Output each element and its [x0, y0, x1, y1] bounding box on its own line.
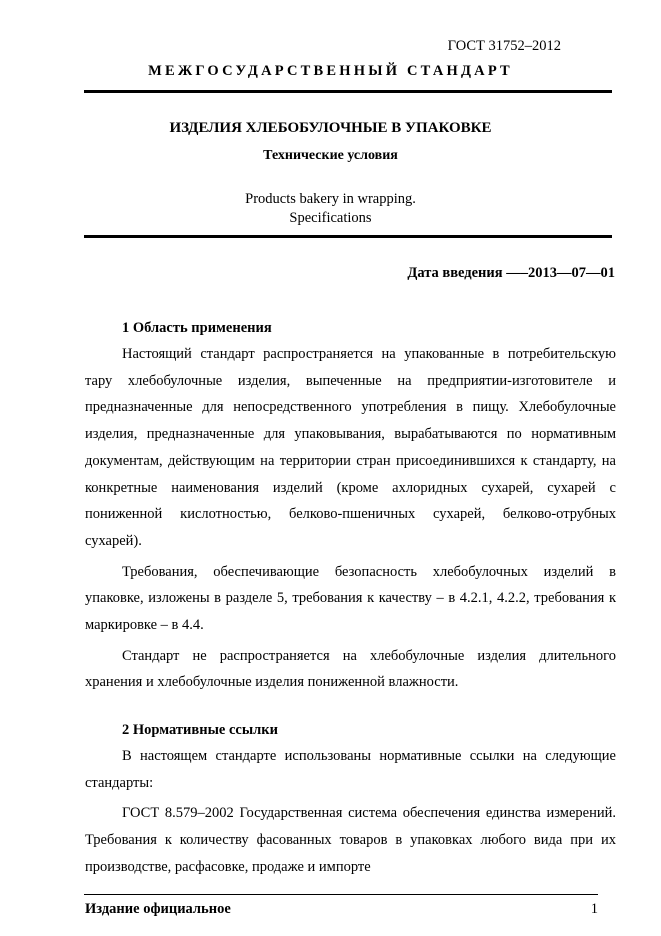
- section-heading: 1 Область применения: [122, 320, 272, 336]
- english-title-line2: Specifications: [289, 210, 372, 226]
- paragraph: Настоящий стандарт распространяется на упакованные в потребительскую тару хлебобулочные изделия, выпеченные на предприятии-изготовителе и предназначенные для непосредственного употребления в пищу. Хлебобулочные изделия, предназначенные для упаковывания, вырабатываются по нормативным документам, действующим на территории стран присоединившихся к стандарту, на конкретные наименования изделий (кроме ахлоридных сухарей, сухарей с пониженной кислотностью, белково-пшеничных сухарей, белково-отрубных сухарей).: [85, 346, 616, 549]
- paragraph: Требования, обеспечивающие безопасность хлебобулочных изделий в упаковке, изложены в разделе 5, требования к качеству – в 4.2.1, 4.2.2, требования к маркировке – в 4.4.: [85, 563, 616, 634]
- official-edition-label: Издание официальное: [85, 901, 231, 917]
- top-rule: [84, 90, 612, 93]
- footer-rule: [84, 894, 598, 895]
- english-title-line1: Products bakery in wrapping.: [245, 191, 416, 207]
- paragraph: ГОСТ 8.579–2002 Государственная система обеспечения единства измерений. Требования к количеству фасованных товаров в упаковках любого вида при их производстве, расфасовке, продаже и импорте: [85, 805, 616, 875]
- gost-number: ГОСТ 31752–2012: [447, 38, 561, 54]
- section-scope: [85, 315, 616, 696]
- title-bottom-rule: [84, 235, 612, 238]
- page-number: 1: [590, 901, 598, 917]
- document-title: ИЗДЕЛИЯ ХЛЕБОБУЛОЧНЫЕ В УПАКОВКЕ: [169, 120, 492, 136]
- paragraph: В настоящем стандарте использованы нормативные ссылки на следующие стандарты:: [85, 748, 616, 791]
- interstate-standard-heading: МЕЖГОСУДАРСТВЕННЫЙ СТАНДАРТ: [148, 63, 513, 79]
- section-heading: 2 Нормативные ссылки: [122, 722, 278, 738]
- intro-date: Дата введения —–2013—07—01: [407, 265, 615, 281]
- document-subtitle: Технические условия: [263, 148, 398, 163]
- english-title: [0, 190, 661, 228]
- section-normative-refs: [85, 717, 616, 881]
- paragraph: Стандарт не распространяется на хлебобулочные изделия длительного хранения и хлебобулочные изделия пониженной влажности.: [85, 647, 616, 691]
